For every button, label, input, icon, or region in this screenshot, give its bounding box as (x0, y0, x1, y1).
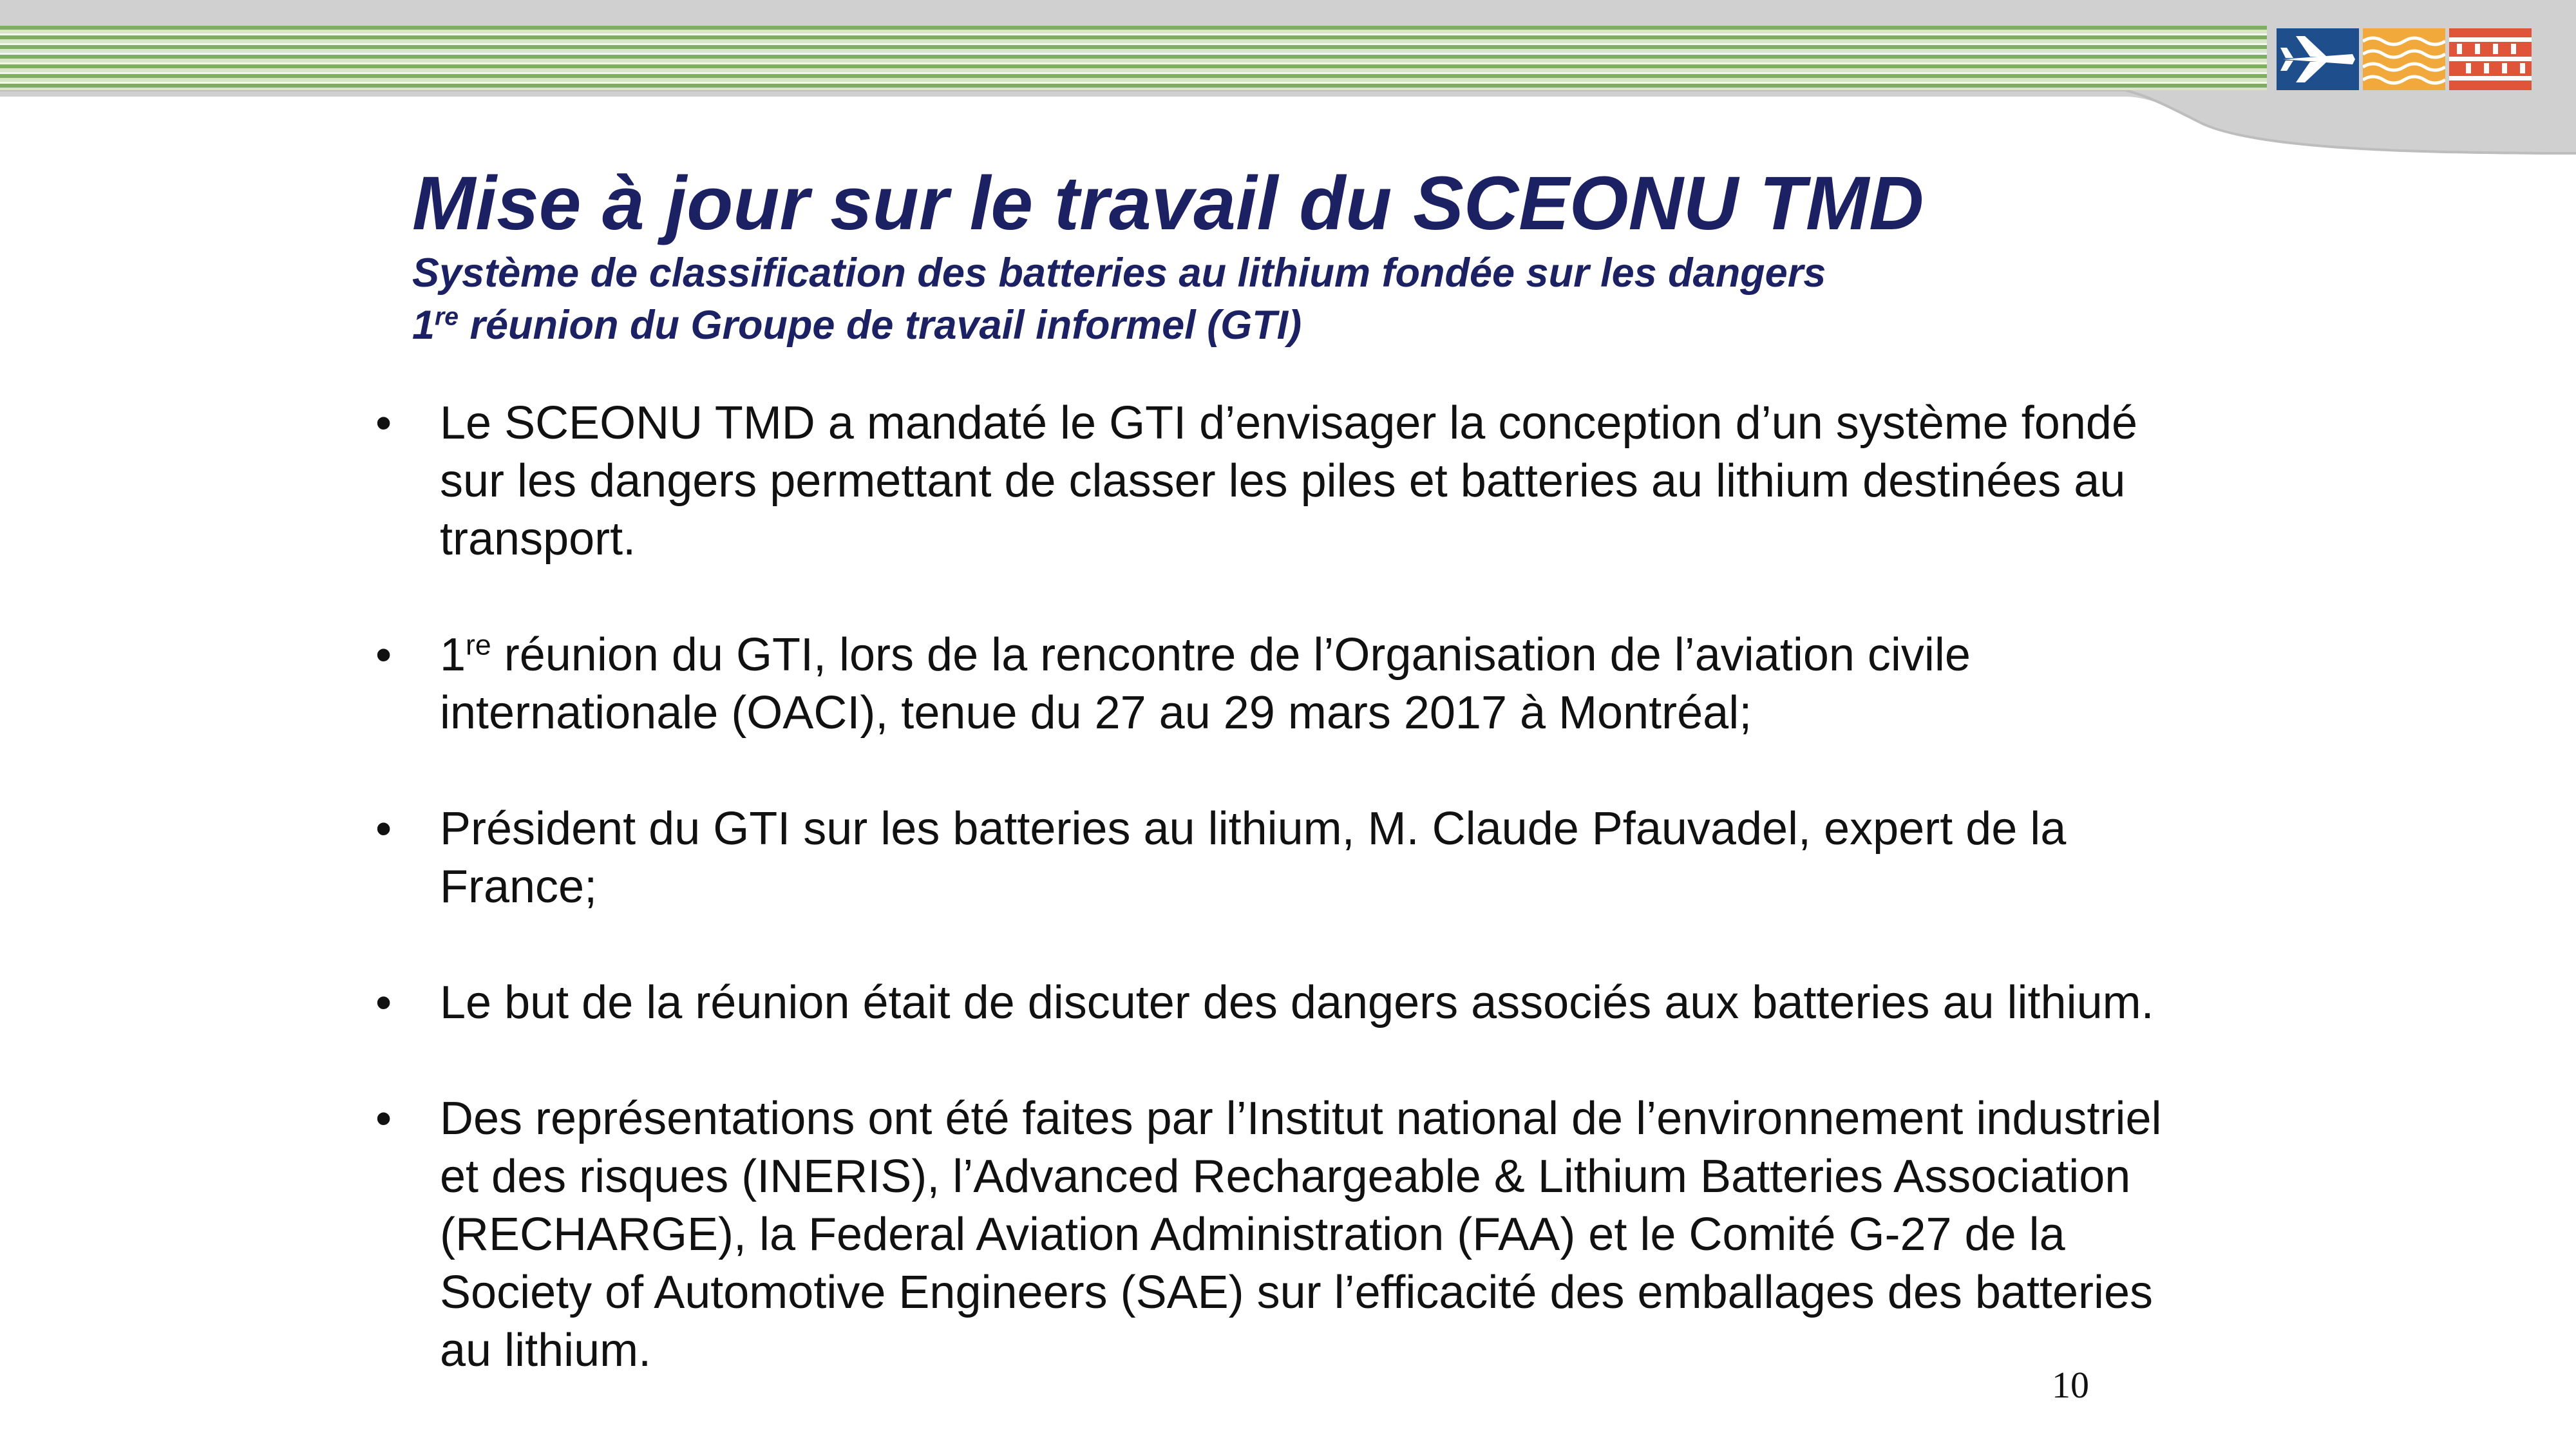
bullet-item: • 1re réunion du GTI, lors de la rencontre de l’Organisation de l’aviation civile internationale (OACI), tenue du 27 au 29 mars 2017 à Montréal; (375, 626, 2198, 742)
bullet-list (375, 394, 2198, 1437)
logo (2277, 28, 2534, 90)
rail-track-icon (2449, 28, 2532, 90)
bullet-icon: • (375, 977, 392, 1028)
slide-title: Mise à jour sur le travail du SCEONU TMD (412, 161, 1924, 246)
header-stripes (0, 26, 2267, 90)
bullet-item: • Des représentations ont été faites par l’Institut national de l’environnement industriel et des risques (INERIS), l’Advanced Rechargeable & Lithium Batteries Association (RECHARGE), la Federal Aviation Administration (FAA) et le Comité G-27 de la Society of Automotive Engineers (SAE) sur l’efficacité des emballages des batteries au lithium. (375, 1090, 2198, 1379)
bullet-item: • Le SCEONU TMD a mandaté le GTI d’envisager la conception d’un système fondé sur les dangers permettant de classer les piles et batteries au lithium destinées au transport. (375, 394, 2198, 568)
bullet-item: • Le but de la réunion était de discuter des dangers associés aux batteries au lithium. (375, 974, 2198, 1032)
bullet-icon: • (375, 629, 392, 681)
ship-waves-icon (2363, 28, 2445, 90)
bullet-icon: • (375, 1093, 392, 1144)
airplane-icon (2277, 28, 2359, 90)
page-number: 10 (2052, 1364, 2089, 1406)
slide-subtitle: Système de classification des batteries au lithium fondée sur les dangers (412, 251, 1826, 296)
bullet-icon: • (375, 803, 392, 855)
bullet-item: • Président du GTI sur les batteries au lithium, M. Claude Pfauvadel, expert de la France; (375, 800, 2198, 916)
meeting-subtitle: 1re réunion du Groupe de travail informel (GTI) (412, 303, 1302, 348)
bullet-icon: • (375, 397, 392, 449)
